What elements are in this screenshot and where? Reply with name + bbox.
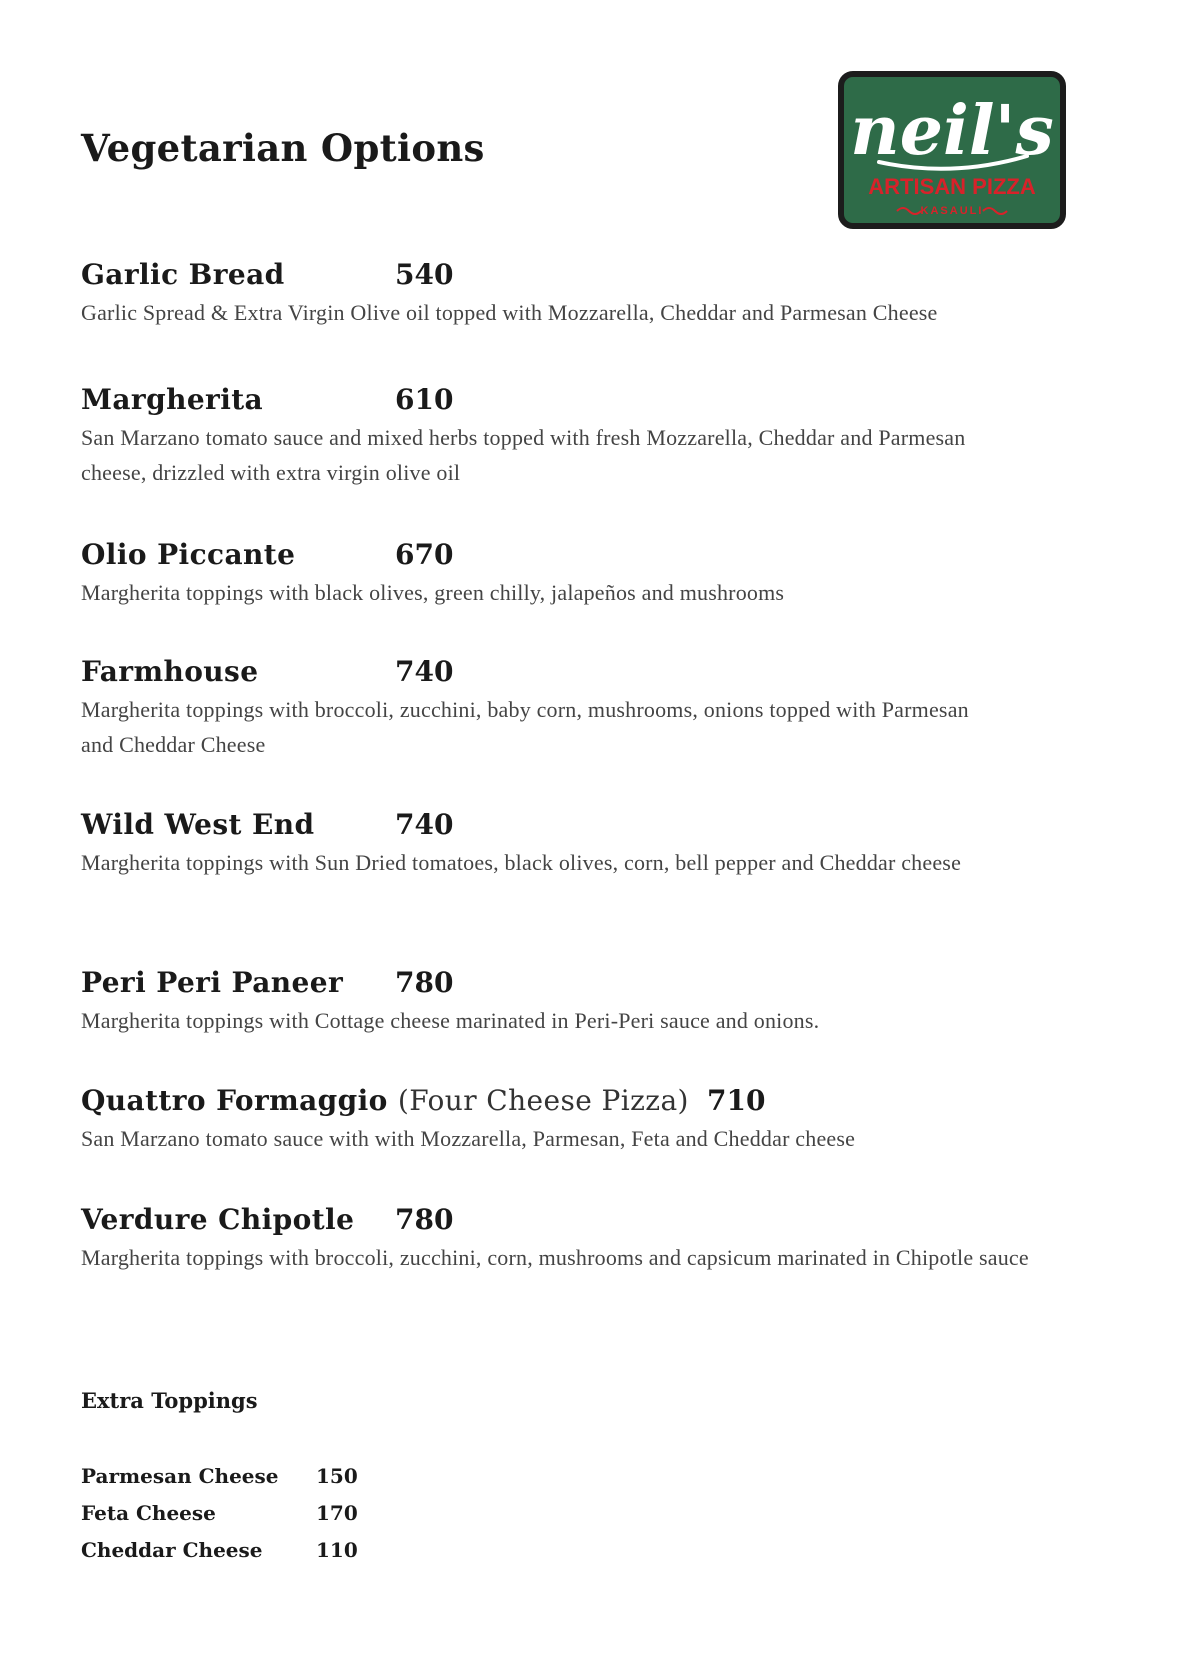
menu-item-quattro-formaggio: [81, 1081, 1121, 1156]
item-price: 540: [395, 258, 454, 291]
extra-topping-name: Parmesan Cheese: [81, 1464, 279, 1488]
item-description: Margherita toppings with Sun Dried tomatoes, black olives, corn, bell pepper and Cheddar cheese: [81, 850, 962, 875]
item-name: Margherita: [81, 383, 264, 416]
item-description: San Marzano tomato sauce and mixed herbs topped with fresh Mozzarella, Cheddar and Parmesan cheese, drizzled with extra virgin olive oil: [81, 425, 966, 485]
item-description: Margherita toppings with broccoli, zucchini, corn, mushrooms and capsicum marinated in Chipotle sauce: [81, 1245, 1029, 1270]
item-name: Garlic Bread: [81, 258, 285, 291]
item-name: Olio Piccante: [81, 538, 296, 571]
item-name: Peri Peri Paneer: [81, 966, 344, 999]
logo-subtitle: ARTISAN PIZZA: [868, 174, 1036, 199]
item-description: Margherita toppings with Cottage cheese marinated in Peri-Peri sauce and onions.: [81, 1008, 820, 1033]
menu-item-list: [81, 0, 1121, 1680]
item-name: Farmhouse: [81, 655, 259, 688]
extra-topping-price: 150: [316, 1464, 358, 1488]
item-name: Quattro Formaggio (Four Cheese Pizza): [81, 1084, 689, 1117]
item-description: Margherita toppings with black olives, green chilly, jalapeños and mushrooms: [81, 580, 785, 605]
item-price: 780: [395, 966, 454, 999]
extra-topping-price: 170: [316, 1501, 358, 1525]
item-description: Margherita toppings with broccoli, zucchini, baby corn, mushrooms, onions topped with Parmesan and Cheddar Cheese: [81, 697, 969, 757]
item-price: 610: [395, 383, 454, 416]
item-name: Wild West End: [81, 808, 315, 841]
item-price: 780: [395, 1203, 454, 1236]
page-title: Vegetarian Options: [81, 126, 485, 170]
menu-item-peri-peri-paneer: [81, 963, 1121, 1038]
menu-item-verdure-chipotle: [81, 1200, 1121, 1275]
item-description: San Marzano tomato sauce with with Mozzarella, Parmesan, Feta and Cheddar cheese: [81, 1126, 856, 1151]
item-price: 740: [395, 808, 454, 841]
menu-item-olio-piccante: [81, 535, 1121, 610]
extra-toppings-heading: Extra Toppings: [81, 1388, 258, 1413]
extra-topping-row: [81, 1495, 481, 1532]
item-price: 710: [707, 1084, 766, 1117]
item-description: Garlic Spread & Extra Virgin Olive oil topped with Mozzarella, Cheddar and Parmesan Cheese: [81, 300, 938, 325]
item-name: Verdure Chipotle: [81, 1203, 355, 1236]
logo-location: KASAULI: [920, 205, 984, 217]
item-price: 670: [395, 538, 454, 571]
menu-item-margherita: [81, 380, 1121, 490]
extra-topping-row: [81, 1532, 481, 1569]
extra-topping-price: 110: [316, 1538, 358, 1562]
logo-wordmark: neil's: [850, 91, 1054, 171]
item-price: 740: [395, 655, 454, 688]
extra-toppings-list: [81, 1458, 481, 1569]
extra-topping-row: [81, 1458, 481, 1495]
menu-item-garlic-bread: [81, 255, 1121, 330]
item-note: (Four Cheese Pizza): [397, 1084, 689, 1117]
extra-topping-name: Feta Cheese: [81, 1501, 216, 1525]
menu-item-wild-west-end: [81, 805, 1121, 880]
menu-item-farmhouse: [81, 652, 1121, 762]
extra-topping-name: Cheddar Cheese: [81, 1538, 263, 1562]
